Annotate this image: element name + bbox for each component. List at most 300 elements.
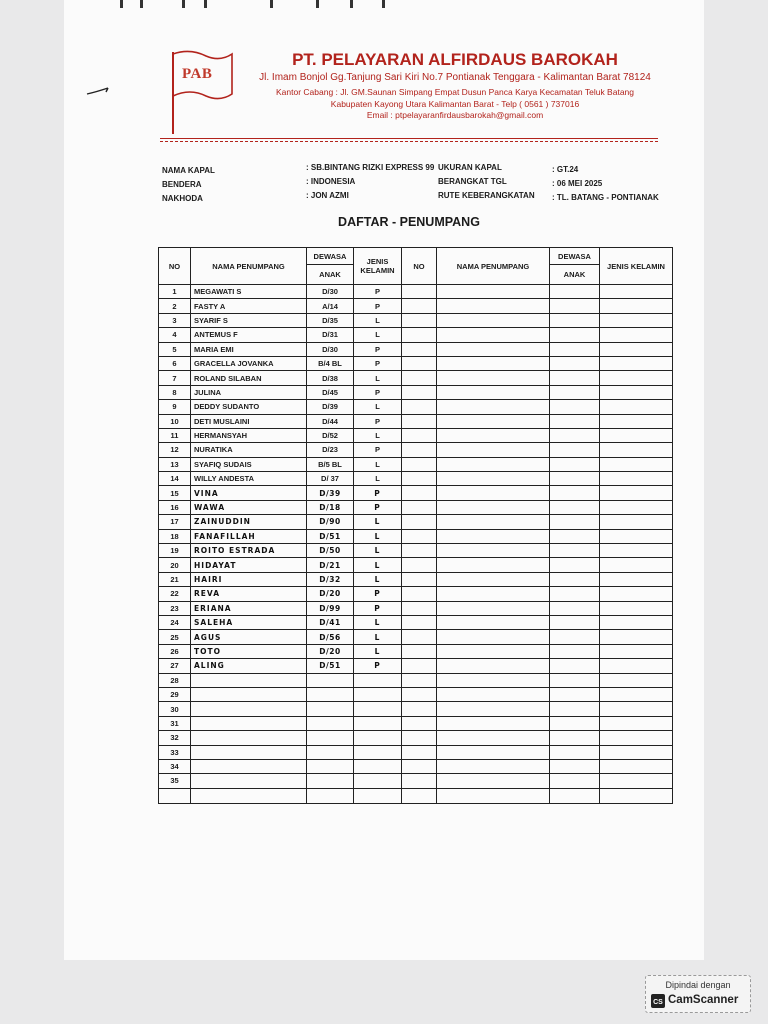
table-row	[159, 313, 673, 327]
passenger-name-2	[437, 687, 550, 701]
passenger-age	[307, 731, 354, 745]
passenger-age	[307, 745, 354, 759]
passenger-name-2	[437, 558, 550, 572]
passenger-sex-2	[600, 529, 673, 543]
table-row	[159, 644, 673, 658]
passenger-age-2	[550, 716, 600, 730]
passenger-name-2	[437, 673, 550, 687]
table-row	[159, 702, 673, 716]
passenger-sex-2	[600, 687, 673, 701]
header-rule-dashed	[160, 141, 658, 142]
passenger-name: REVA	[191, 587, 307, 601]
passenger-age-2	[550, 702, 600, 716]
row-number: 27	[159, 659, 191, 673]
passenger-age-2	[550, 587, 600, 601]
passenger-sex-2	[600, 400, 673, 414]
header-rule	[160, 138, 658, 139]
table-row	[159, 529, 673, 543]
table-row	[159, 400, 673, 414]
row-number: 5	[159, 342, 191, 356]
passenger-name-2	[437, 400, 550, 414]
passenger-name	[191, 673, 307, 687]
passenger-sex: L	[354, 328, 402, 342]
passenger-name: WILLY ANDESTA	[191, 472, 307, 486]
info-labels-left	[162, 164, 215, 206]
passenger-age-2	[550, 687, 600, 701]
row-number: 4	[159, 328, 191, 342]
col-name-header: NAMA PENUMPANG	[191, 248, 307, 285]
row-number: 18	[159, 529, 191, 543]
passenger-sex: P	[354, 414, 402, 428]
row-number-2	[402, 558, 437, 572]
passenger-name: ROLAND SILABAN	[191, 371, 307, 385]
passenger-age-2	[550, 644, 600, 658]
passenger-name-2	[437, 615, 550, 629]
passenger-age-2	[550, 356, 600, 370]
passenger-sex: L	[354, 371, 402, 385]
row-number-2	[402, 702, 437, 716]
row-number-2	[402, 385, 437, 399]
passenger-age-2	[550, 500, 600, 514]
row-number-2	[402, 414, 437, 428]
passenger-age-2	[550, 572, 600, 586]
passenger-age: D/21	[307, 558, 354, 572]
passenger-name	[191, 687, 307, 701]
passenger-name-2	[437, 313, 550, 327]
row-number-2	[402, 515, 437, 529]
passenger-name-2	[437, 328, 550, 342]
table-row	[159, 428, 673, 442]
table-row	[159, 544, 673, 558]
table-row	[159, 472, 673, 486]
passenger-name: ANTEMUS F	[191, 328, 307, 342]
col-no-header-2: NO	[402, 248, 437, 285]
passenger-age-2	[550, 342, 600, 356]
table-row	[159, 443, 673, 457]
table-row	[159, 457, 673, 471]
row-number: 24	[159, 615, 191, 629]
row-number-2	[402, 500, 437, 514]
passenger-sex	[354, 673, 402, 687]
passenger-name: NURATIKA	[191, 443, 307, 457]
row-number-2	[402, 443, 437, 457]
row-number-2	[402, 544, 437, 558]
passenger-name: AGUS	[191, 630, 307, 644]
passenger-sex-2	[600, 630, 673, 644]
passenger-age-2	[550, 328, 600, 342]
table-row	[159, 414, 673, 428]
passenger-sex	[354, 774, 402, 788]
passenger-name-2	[437, 472, 550, 486]
col-name-header-2: NAMA PENUMPANG	[437, 248, 550, 285]
passenger-name-2	[437, 457, 550, 471]
row-number-2	[402, 486, 437, 500]
route-label: RUTE KEBERANGKATAN	[438, 191, 535, 200]
row-number: 28	[159, 673, 191, 687]
table-row	[159, 356, 673, 370]
passenger-name-2	[437, 572, 550, 586]
passenger-age: D/20	[307, 644, 354, 658]
passenger-sex: L	[354, 457, 402, 471]
table-row	[159, 486, 673, 500]
table-row	[159, 342, 673, 356]
passenger-sex: L	[354, 630, 402, 644]
passenger-sex-2	[600, 457, 673, 471]
top-edge-marks	[120, 0, 420, 8]
passenger-age-2	[550, 515, 600, 529]
passenger-name: MEGAWATI S	[191, 285, 307, 299]
passenger-age: D/ 37	[307, 472, 354, 486]
passenger-name: DETI MUSLAINI	[191, 414, 307, 428]
table-row	[159, 299, 673, 313]
row-number: 25	[159, 630, 191, 644]
passenger-name: ROITO ESTRADA	[191, 544, 307, 558]
passenger-sex	[354, 687, 402, 701]
row-number: 12	[159, 443, 191, 457]
passenger-age-2	[550, 731, 600, 745]
captain-label: NAKHODA	[162, 194, 203, 203]
passenger-sex-2	[600, 702, 673, 716]
flag-value: : INDONESIA	[306, 177, 356, 186]
passenger-sex: P	[354, 356, 402, 370]
passenger-name-2	[437, 356, 550, 370]
row-number-2	[402, 731, 437, 745]
passenger-age: D/30	[307, 342, 354, 356]
row-number-2	[402, 572, 437, 586]
passenger-sex-2	[600, 644, 673, 658]
passenger-sex	[354, 788, 402, 803]
passenger-name: WAWA	[191, 500, 307, 514]
col-child-header-2: ANAK	[550, 265, 600, 285]
row-number-2	[402, 687, 437, 701]
depart-value: : 06 MEI 2025	[552, 179, 603, 188]
passenger-age-2	[550, 630, 600, 644]
row-number: 29	[159, 687, 191, 701]
table-row	[159, 759, 673, 773]
passenger-name: ALING	[191, 659, 307, 673]
table-row	[159, 788, 673, 803]
svg-text:CS: CS	[653, 999, 663, 1006]
passenger-age-2	[550, 659, 600, 673]
ship-label: NAMA KAPAL	[162, 166, 215, 175]
passenger-name: ZAINUDDIN	[191, 515, 307, 529]
row-number-2	[402, 457, 437, 471]
row-number-2	[402, 472, 437, 486]
row-number: 34	[159, 759, 191, 773]
table-row	[159, 716, 673, 730]
passenger-sex-2	[600, 285, 673, 299]
passenger-age-2	[550, 745, 600, 759]
row-number-2	[402, 745, 437, 759]
passenger-age-2	[550, 544, 600, 558]
passenger-age: D/52	[307, 428, 354, 442]
passenger-age: D/39	[307, 486, 354, 500]
row-number-2	[402, 428, 437, 442]
col-sex-header-2: JENIS KELAMIN	[600, 248, 673, 285]
row-number: 6	[159, 356, 191, 370]
passenger-sex	[354, 702, 402, 716]
passenger-sex-2	[600, 486, 673, 500]
passenger-sex: P	[354, 385, 402, 399]
passenger-age	[307, 716, 354, 730]
passenger-name-2	[437, 644, 550, 658]
row-number: 3	[159, 313, 191, 327]
passenger-age	[307, 702, 354, 716]
table-row	[159, 515, 673, 529]
passenger-name-2	[437, 500, 550, 514]
passenger-name-2	[437, 601, 550, 615]
row-number: 9	[159, 400, 191, 414]
row-number: 7	[159, 371, 191, 385]
regency-phone: Kabupaten Kayong Utara Kalimantan Barat - Telp ( 0561 ) 737016	[330, 99, 580, 109]
passenger-sex: P	[354, 601, 402, 615]
passenger-sex: P	[354, 486, 402, 500]
passenger-age	[307, 788, 354, 803]
passenger-sex-2	[600, 745, 673, 759]
passenger-name-2	[437, 443, 550, 457]
row-number-2	[402, 759, 437, 773]
passenger-sex-2	[600, 788, 673, 803]
passenger-age: B/5 BL	[307, 457, 354, 471]
passenger-name-2	[437, 371, 550, 385]
passenger-name-2	[437, 587, 550, 601]
passenger-name-2	[437, 659, 550, 673]
passenger-sex-2	[600, 731, 673, 745]
size-value: : GT.24	[552, 165, 579, 174]
row-number: 22	[159, 587, 191, 601]
passenger-age: D/99	[307, 601, 354, 615]
passenger-name: JULINA	[191, 385, 307, 399]
passenger-name: DEDDY SUDANTO	[191, 400, 307, 414]
passenger-name: GRACELLA JOVANKA	[191, 356, 307, 370]
row-number-2	[402, 285, 437, 299]
info-labels-right	[438, 161, 535, 203]
passenger-sex	[354, 716, 402, 730]
passenger-sex-2	[600, 371, 673, 385]
table-row	[159, 572, 673, 586]
passenger-sex-2	[600, 328, 673, 342]
passenger-name-2	[437, 515, 550, 529]
passenger-age-2	[550, 601, 600, 615]
passenger-name	[191, 745, 307, 759]
passenger-age: D/39	[307, 400, 354, 414]
passenger-sex-2	[600, 673, 673, 687]
passenger-sex-2	[600, 587, 673, 601]
passenger-age-2	[550, 788, 600, 803]
company-flag-logo	[170, 50, 236, 136]
passenger-age	[307, 687, 354, 701]
table-row	[159, 659, 673, 673]
passenger-sex-2	[600, 759, 673, 773]
passenger-age-2	[550, 472, 600, 486]
col-child-header: ANAK	[307, 265, 354, 285]
row-number: 16	[159, 500, 191, 514]
passenger-age: D/51	[307, 529, 354, 543]
passenger-age-2	[550, 774, 600, 788]
passenger-name-2	[437, 428, 550, 442]
document-title: DAFTAR - PENUMPANG	[338, 215, 480, 229]
passenger-age: B/4 BL	[307, 356, 354, 370]
passenger-sex: L	[354, 529, 402, 543]
passenger-sex-2	[600, 716, 673, 730]
passenger-name	[191, 759, 307, 773]
passenger-sex-2	[600, 385, 673, 399]
passenger-name: HIDAYAT	[191, 558, 307, 572]
passenger-age: D/31	[307, 328, 354, 342]
row-number: 10	[159, 414, 191, 428]
passenger-age: D/56	[307, 630, 354, 644]
row-number: 33	[159, 745, 191, 759]
passenger-name-2	[437, 731, 550, 745]
table-row	[159, 285, 673, 299]
passenger-age-2	[550, 414, 600, 428]
passenger-table	[158, 247, 673, 804]
row-number: 31	[159, 716, 191, 730]
passenger-name-2	[437, 414, 550, 428]
row-number: 19	[159, 544, 191, 558]
row-number: 23	[159, 601, 191, 615]
row-number-2	[402, 774, 437, 788]
passenger-name-2	[437, 788, 550, 803]
passenger-sex-2	[600, 615, 673, 629]
passenger-sex-2	[600, 313, 673, 327]
passenger-sex-2	[600, 500, 673, 514]
passenger-sex-2	[600, 428, 673, 442]
table-row	[159, 615, 673, 629]
row-number-2	[402, 601, 437, 615]
passenger-name-2	[437, 342, 550, 356]
table-row	[159, 630, 673, 644]
row-number-2	[402, 313, 437, 327]
table-row	[159, 371, 673, 385]
passenger-age: D/38	[307, 371, 354, 385]
passenger-name: HAIRI	[191, 572, 307, 586]
camscanner-logo-icon	[651, 994, 665, 1008]
row-number: 13	[159, 457, 191, 471]
info-values-right	[552, 163, 659, 205]
passenger-age	[307, 673, 354, 687]
passenger-sex-2	[600, 572, 673, 586]
col-adult-header-2: DEWASA	[550, 248, 600, 265]
passenger-name-2	[437, 745, 550, 759]
passenger-age: D/35	[307, 313, 354, 327]
passenger-age: D/44	[307, 414, 354, 428]
passenger-sex: L	[354, 472, 402, 486]
passenger-sex: P	[354, 285, 402, 299]
row-number-2	[402, 716, 437, 730]
row-number-2	[402, 342, 437, 356]
passenger-sex: L	[354, 572, 402, 586]
passenger-sex: L	[354, 515, 402, 529]
passenger-sex-2	[600, 601, 673, 615]
row-number: 30	[159, 702, 191, 716]
row-number: 14	[159, 472, 191, 486]
info-values-left	[306, 161, 434, 203]
passenger-age: D/90	[307, 515, 354, 529]
row-number-2	[402, 328, 437, 342]
passenger-name-2	[437, 716, 550, 730]
passenger-sex-2	[600, 342, 673, 356]
watermark-caption: Dipindai dengan	[665, 980, 731, 990]
passenger-name-2	[437, 774, 550, 788]
passenger-name-2	[437, 702, 550, 716]
depart-label: BERANGKAT TGL	[438, 177, 507, 186]
passenger-age-2	[550, 428, 600, 442]
passenger-age-2	[550, 457, 600, 471]
logo-text: PAB	[182, 66, 213, 82]
passenger-age-2	[550, 486, 600, 500]
passenger-sex	[354, 759, 402, 773]
row-number-2	[402, 400, 437, 414]
passenger-name-2	[437, 529, 550, 543]
passenger-sex-2	[600, 414, 673, 428]
passenger-age	[307, 774, 354, 788]
table-row	[159, 687, 673, 701]
company-name: PT. PELAYARAN ALFIRDAUS BAROKAH	[292, 50, 618, 69]
passenger-age-2	[550, 385, 600, 399]
passenger-age-2	[550, 313, 600, 327]
row-number: 8	[159, 385, 191, 399]
table-row	[159, 500, 673, 514]
passenger-sex-2	[600, 544, 673, 558]
company-address: Jl. Imam Bonjol Gg.Tanjung Sari Kiri No.7 Pontianak Tenggara - Kalimantan Barat 78124	[259, 72, 651, 83]
passenger-age-2	[550, 400, 600, 414]
row-number	[159, 788, 191, 803]
passenger-name	[191, 702, 307, 716]
passenger-age-2	[550, 371, 600, 385]
row-number-2	[402, 356, 437, 370]
row-number-2	[402, 644, 437, 658]
passenger-sex: P	[354, 299, 402, 313]
row-number: 35	[159, 774, 191, 788]
col-sex-header: JENIS KELAMIN	[354, 248, 402, 285]
passenger-age: D/51	[307, 659, 354, 673]
passenger-sex-2	[600, 515, 673, 529]
passenger-name-2	[437, 486, 550, 500]
passenger-age-2	[550, 529, 600, 543]
passenger-age: D/23	[307, 443, 354, 457]
passenger-name: SALEHA	[191, 615, 307, 629]
passenger-name	[191, 716, 307, 730]
passenger-sex-2	[600, 472, 673, 486]
passenger-age-2	[550, 759, 600, 773]
passenger-sex: P	[354, 587, 402, 601]
passenger-age-2	[550, 443, 600, 457]
passenger-name-2	[437, 630, 550, 644]
passenger-age	[307, 759, 354, 773]
row-number: 1	[159, 285, 191, 299]
passenger-name	[191, 731, 307, 745]
row-number: 11	[159, 428, 191, 442]
table-row	[159, 587, 673, 601]
passenger-name: FANAFILLAH	[191, 529, 307, 543]
flag-label: BENDERA	[162, 180, 202, 189]
passenger-rows	[159, 285, 673, 804]
passenger-sex: L	[354, 428, 402, 442]
table-row	[159, 774, 673, 788]
row-number-2	[402, 371, 437, 385]
passenger-name: FASTY A	[191, 299, 307, 313]
branch-address: Kantor Cabang : Jl. GM.Saunan Simpang Empat Dusun Panca Karya Kecamatan Teluk Batang	[276, 87, 634, 97]
passenger-age: D/45	[307, 385, 354, 399]
table-row	[159, 328, 673, 342]
passenger-name	[191, 774, 307, 788]
row-number: 32	[159, 731, 191, 745]
passenger-sex-2	[600, 774, 673, 788]
passenger-sex: P	[354, 443, 402, 457]
passenger-sex	[354, 745, 402, 759]
row-number-2	[402, 659, 437, 673]
